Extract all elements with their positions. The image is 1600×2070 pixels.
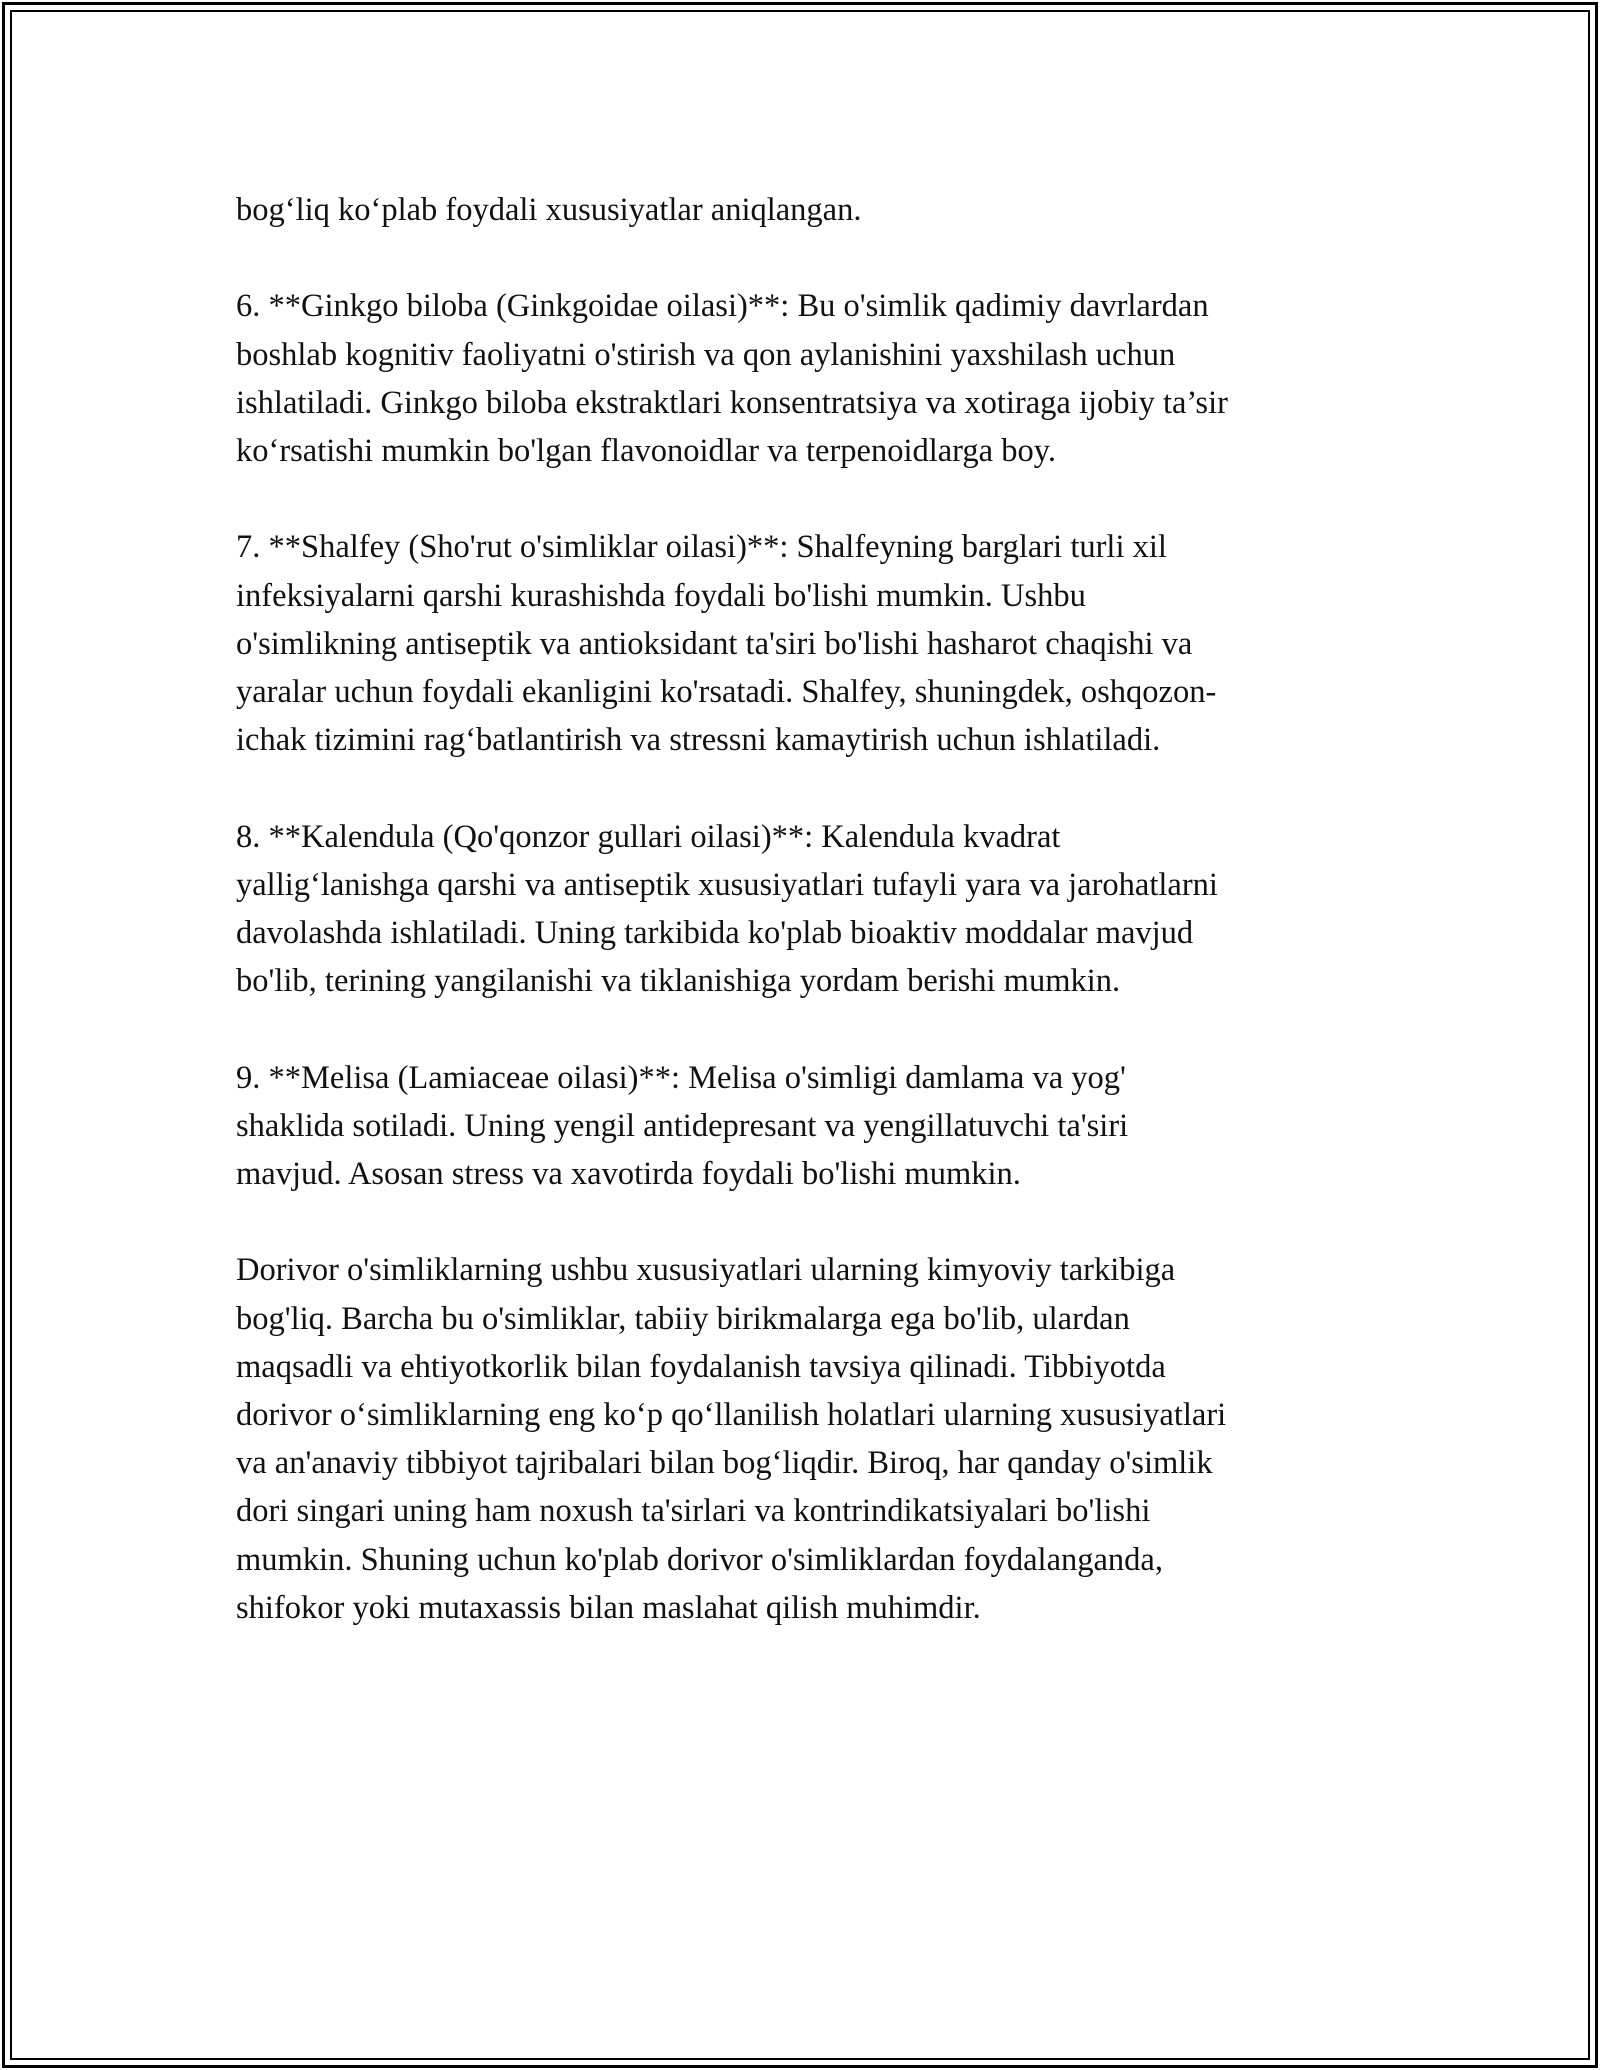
paragraph-ginkgo-biloba: 6. **Ginkgo biloba (Ginkgoidae oilasi)**: Bu o'simlik qadimiy davrlardan boshlab kognitiv faoliyatni o'stirish va qon aylanishini yaxshilash uchun ishlatiladi. Ginkgo biloba ekstraktlari konsentratsiya va xotiraga ijobiy ta’sir ko‘rsatishi mumkin bo'lgan flavonoidlar va terpenoidlarga boy. bbox=[236, 288, 1228, 469]
document-body bbox=[236, 186, 1366, 1680]
paragraph-kalendula: 8. **Kalendula (Qo'qonzor gullari oilasi)**: Kalendula kvadrat yallig‘lanishga qarshi va antiseptik xususiyatlari tufayli yara va jarohatlarni davolashda ishlatiladi. Uning tarkibida ko'plab bioaktiv moddalar mavjud bo'lib, terining yangilanishi va tiklanishiga yordam berishi mumkin. bbox=[236, 818, 1218, 1000]
paragraph-continuation: bog‘liq ko‘plab foydali xususiyatlar aniqlangan. bbox=[236, 192, 862, 228]
paragraph-melisa: 9. **Melisa (Lamiaceae oilasi)**: Melisa o'simligi damlama va yog' shaklida sotiladi. Uning yengil antidepresant va yengillatuvchi ta'siri mavjud. Asosan stress va xavotirda foydali bo'lishi mumkin. bbox=[236, 1059, 1129, 1192]
paragraph-conclusion: Dorivor o'simliklarning ushbu xususiyatlari ularning kimyoviy tarkibiga bog'liq. Barcha bu o'simliklar, tabiiy birikmalarga ega bo'lib, ulardan maqsadli va ehtiyotkorlik bilan foydalanish tavsiya qilinadi. Tibbiyotda dorivor o‘simliklarning eng ko‘p qo‘llanilish holatlari ularning xususiyatlari va an'anaviy tibbiyot tajribalari bilan bog‘liqdir. Biroq, har qanday o'simlik dori singari uning ham noxush ta'sirlari va kontrindikatsiyalari bo'lishi mumkin. Shuning uchun ko'plab dorivor o'simliklardan foydalanganda, shifokor yoki mutaxassis bilan maslahat qilish muhimdir. bbox=[236, 1252, 1227, 1626]
paragraph-shalfey: 7. **Shalfey (Sho'rut o'simliklar oilasi)**: Shalfeyning barglari turli xil infeksiyalarni qarshi kurashishda foydali bo'lishi mumkin. Ushbu o'simlikning antiseptik va antioksidant ta'siri bo'lishi hasharot chaqishi va yaralar uchun foydali ekanligini ko'rsatadi. Shalfey, shuningdek, oshqozon- ichak tizimini rag‘batlantirish va stressni kamaytirish uchun ishlatiladi. bbox=[236, 529, 1217, 759]
